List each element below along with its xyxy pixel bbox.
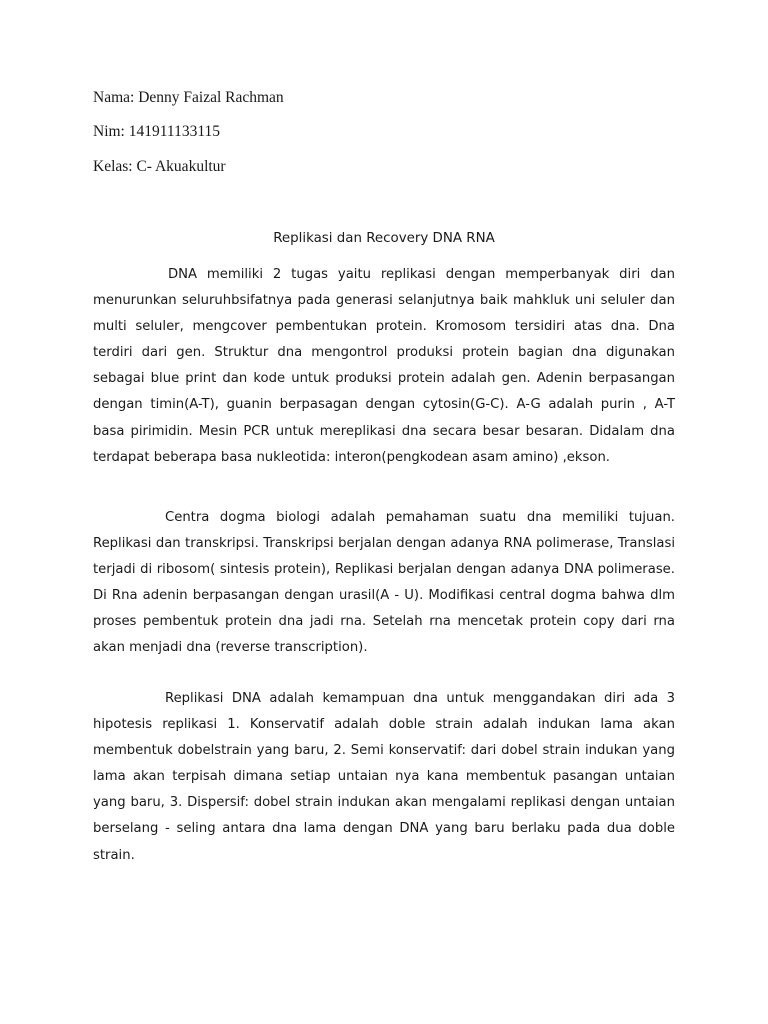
- student-class: Kelas: C- Akuakultur: [93, 158, 226, 175]
- student-name: Nama: Denny Faizal Rachman: [93, 89, 284, 106]
- student-nim: Nim: 141911133115: [93, 123, 221, 140]
- paragraph-dna-tasks: DNA memiliki 2 tugas yaitu replikasi dengan memperbanyak diri dan menurunkan seluruhbsifatnya pada generasi selanjutnya baik mahkluk uni seluler dan multi seluler, mengcover pembentukan protein. Kromosom tersidiri atas dna. Dna terdiri dari gen. Struktur dna mengontrol produksi protein bagian dna digunakan sebagai blue print dan kode untuk produksi protein adalah gen. Adenin berpasangan dengan timin(A-T), guanin berpasagan dengan cytosin(G-C). A-G adalah purin , A-T basa pirimidin. Mesin PCR untuk mereplikasi dna secara besar besaran. Didalam dna terdapat beberapa basa nukleotida: interon(pengkodean asam amino) ,ekson.: [93, 267, 675, 465]
- paragraph-dna-replication: Replikasi DNA adalah kemampuan dna untuk menggandakan diri ada 3 hipotesis replikasi 1. Konservatif adalah doble strain adalah indukan lama akan membentuk dobelstrain yang baru, 2. Semi konservatif: dari dobel strain indukan yang lama akan terpisah dimana setiap untaian nya kana membentuk pasangan untaian yang baru, 3. Dispersif: dobel strain indukan akan mengalami replikasi dengan untaian berselang - seling antara dna lama dengan DNA yang baru berlaku pada dua doble strain.: [93, 691, 675, 863]
- document-title: Replikasi dan Recovery DNA RNA: [273, 231, 495, 246]
- paragraph-central-dogma: Centra dogma biologi adalah pemahaman suatu dna memiliki tujuan. Replikasi dan transkripsi. Transkripsi berjalan dengan adanya RNA polimerase, Translasi terjadi di ribosom( sintesis protein), Replikasi berjalan dengan adanya DNA polimerase. Di Rna adenin berpasangan dengan urasil(A - U). Modifikasi central dogma bahwa dlm proses pembentuk protein dna jadi rna. Setelah rna mencetak protein copy dari rna akan menjadi dna (reverse transcription).: [93, 510, 675, 656]
